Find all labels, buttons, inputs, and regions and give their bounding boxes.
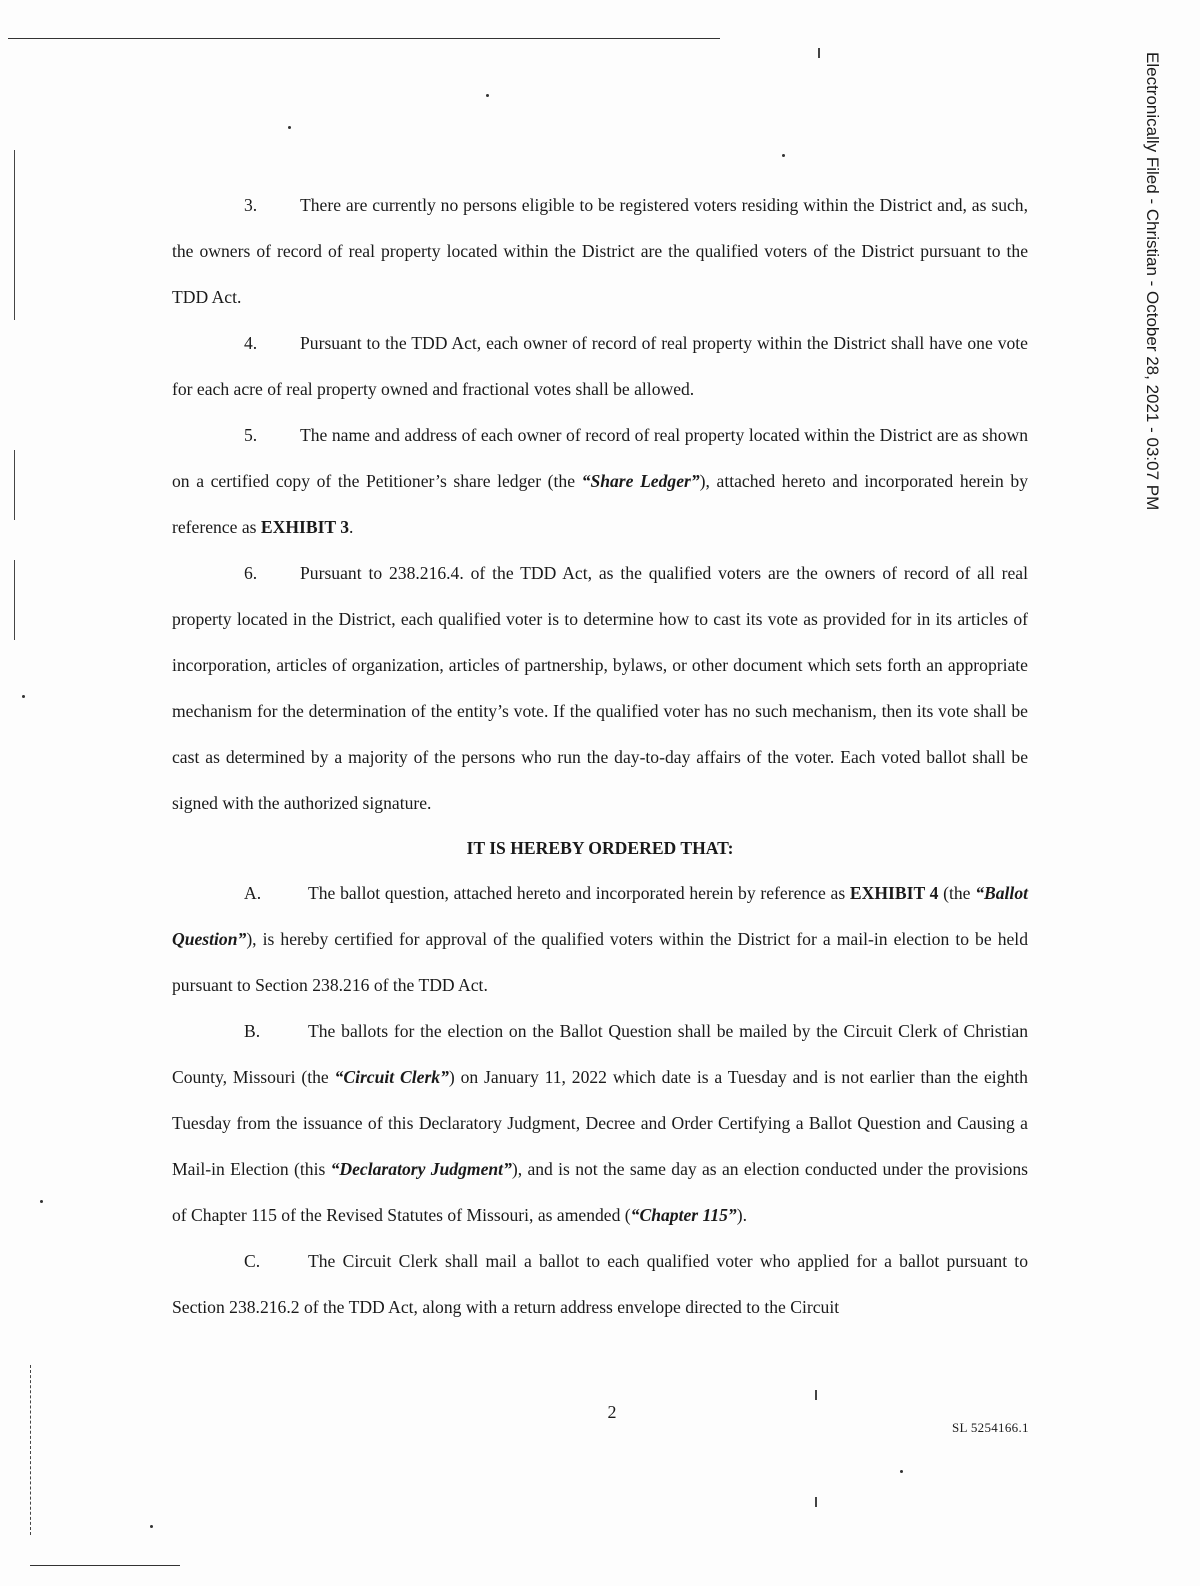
- scan-speck: [815, 1390, 817, 1400]
- paragraph-number: 6.: [244, 563, 258, 583]
- paragraph-number: 3.: [244, 195, 258, 215]
- scan-speck: [782, 154, 785, 157]
- paragraph-3: [172, 182, 1028, 320]
- scan-left-edge: [14, 150, 15, 320]
- scan-left-edge: [30, 1365, 31, 1535]
- order-a: [172, 870, 1028, 1008]
- defined-term: “Ballot Question”: [172, 883, 1029, 949]
- paragraph-text: Pursuant to 238.216.4. of the TDD Act, as the qualified voters are the owners of record of all real property located in the District, each qualified voter is to determine how to cast its vote as provided for in its articles of incorporation, articles of organization, articles of partnership, bylaws, or other document which sets forth an appropriate mechanism for the determination of the entity’s vote. If the qualified voter has no such mechanism, then its vote shall be cast as determined by a majority of the persons who run the day-to-day affairs of the voter. Each voted ballot shall be signed with the authorized signature.: [172, 563, 1028, 813]
- defined-term: “Declaratory Judgment”: [330, 1159, 512, 1179]
- order-letter: C.: [244, 1251, 261, 1271]
- document-reference: SL 5254166.1: [952, 1420, 1029, 1435]
- order-text: ), is hereby certified for approval of the qualified voters within the District for a mail-in election to be held pursuant to Section 238.216 of the TDD Act.: [172, 929, 1028, 995]
- scan-speck: [22, 695, 25, 698]
- order-text: ).: [736, 1205, 747, 1225]
- scan-left-edge: [14, 560, 15, 640]
- defined-term: “Circuit Clerk”: [334, 1067, 449, 1087]
- order-b: [172, 1008, 1028, 1238]
- order-c: [172, 1238, 1028, 1330]
- order-letter: A.: [244, 883, 262, 903]
- exhibit-reference: EXHIBIT 3: [260, 517, 350, 537]
- paragraph-5: [172, 412, 1028, 550]
- paragraph-number: 5.: [244, 425, 258, 445]
- paragraph-4: [172, 320, 1028, 412]
- paragraph-text: ), attached hereto and incorporated herein by reference as: [172, 471, 1028, 537]
- document-body: [172, 182, 1028, 1330]
- scan-speck: [815, 1497, 817, 1507]
- filing-stamp: Electronically Filed - Christian - October 28, 2021 - 03:07 PM: [1143, 52, 1162, 511]
- exhibit-reference: EXHIBIT 4: [849, 883, 939, 903]
- scan-speck: [150, 1525, 153, 1528]
- defined-term: “Share Ledger”: [581, 471, 700, 491]
- scan-speck: [40, 1200, 43, 1203]
- defined-term: “Chapter 115”: [630, 1205, 737, 1225]
- order-text: ) on January 11, 2022 which date is a Tuesday and is not earlier than the eighth Tuesday from the issuance of this Declaratory Judgment, Decree and Order Certifying a Ballot Question and Causing a Mail-in Election (this: [172, 1067, 1028, 1179]
- scan-speck: [486, 94, 489, 97]
- scan-speck: [818, 48, 820, 58]
- paragraph-text: .: [349, 517, 354, 537]
- paragraph-text: There are currently no persons eligible to be registered voters residing within the District and, as such, the owners of record of real property located within the District are the qualified voters of the District pursuant to the TDD Act.: [172, 195, 1028, 307]
- scan-speck: [288, 126, 291, 129]
- order-letter: B.: [244, 1021, 261, 1041]
- order-text: The ballot question, attached hereto and incorporated herein by reference as: [308, 883, 850, 903]
- scan-speck: [900, 1470, 903, 1473]
- order-heading: IT IS HEREBY ORDERED THAT:: [466, 838, 734, 858]
- page-number: 2: [607, 1402, 617, 1422]
- order-text: The ballots for the election on the Ballot Question shall be mailed by the Circuit Clerk of Christian County, Missouri (the: [172, 1021, 1028, 1087]
- scan-bottom-rule: [30, 1565, 180, 1566]
- order-text: The Circuit Clerk shall mail a ballot to each qualified voter who applied for a ballot pursuant to Section 238.216.2 of the TDD Act, along with a return address envelope directed to the Circuit: [172, 1251, 1028, 1317]
- paragraph-text: The name and address of each owner of record of real property located within the District are as shown on a certified copy of the Petitioner’s share ledger (the: [172, 425, 1028, 491]
- order-text: (the: [938, 883, 976, 903]
- scan-top-rule: [8, 38, 720, 39]
- paragraph-text: Pursuant to the TDD Act, each owner of record of real property within the District shall have one vote for each acre of real property owned and fractional votes shall be allowed.: [172, 333, 1028, 399]
- order-text: ), and is not the same day as an election conducted under the provisions of Chapter 115 of the Revised Statutes of Missouri, as amended (: [172, 1159, 1029, 1225]
- paragraph-6: [172, 550, 1028, 826]
- paragraph-number: 4.: [244, 333, 258, 353]
- scan-left-edge: [14, 450, 15, 520]
